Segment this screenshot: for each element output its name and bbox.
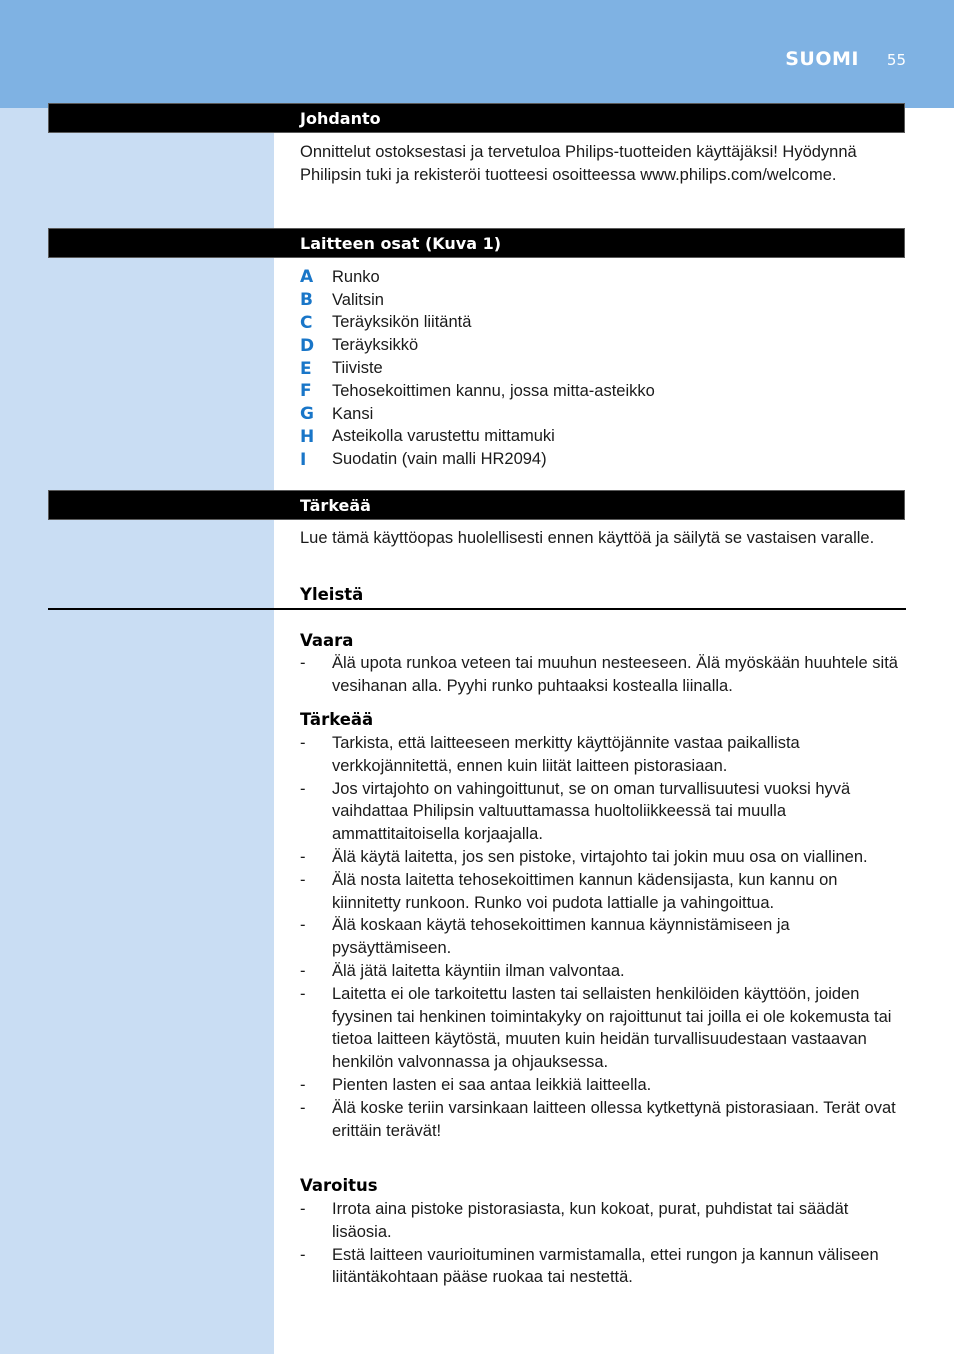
list-item: - Irrota aina pistoke pistorasiasta, kun kokoat, purat, puhdistat tai säädät lisäosia.: [300, 1200, 849, 1241]
section-bar-parts: [48, 228, 905, 258]
list-item: - Jos virtajohto on vahingoittunut, se on oman turvallisuutesi vuoksi hyvä vaihdattaa Philipsin valtuuttamassa huoltoliikkeessä tai muulla ammattitaitoisella korjaajalla.: [300, 779, 851, 844]
divider: [48, 608, 906, 610]
parts-list: [300, 266, 900, 471]
list-item: [300, 448, 900, 471]
page-number: 55: [886, 51, 906, 69]
part-letter: A: [300, 267, 314, 288]
part-label: Runko: [332, 267, 380, 286]
important-intro-paragraph: Lue tämä käyttöopas huolellisesti ennen käyttöä ja säilytä se vastaisen varalle.: [300, 529, 875, 547]
list-item: - Tarkista, että laitteeseen merkitty käyttöjännite vastaa paikallista verkkojännitettä, ennen kuin liität laitteen pistorasiaan.: [300, 734, 800, 775]
danger-list: [300, 652, 900, 698]
list-item: - Älä koskaan käytä tehosekoittimen kannua käynnistämiseen ja pysäyttämiseen.: [300, 916, 790, 958]
part-letter: F: [300, 381, 312, 402]
language-label: SUOMI: [785, 48, 859, 70]
part-label: Kansi: [332, 404, 374, 423]
list-item: - Älä nosta laitetta tehosekoittimen kannun kädensijasta, kun kannu on kiinnitetty runkoon. Runko voi pudota lattialle ja vahingoittua.: [300, 870, 838, 912]
part-letter: D: [300, 335, 315, 356]
list-item: - Älä jätä laitetta käyntiin ilman valvontaa.: [300, 961, 625, 980]
list-item: [300, 357, 900, 380]
section-title-important: Tärkeää: [300, 496, 371, 515]
general-heading: Yleistä: [300, 585, 364, 604]
list-item: [300, 334, 900, 357]
part-letter: G: [300, 404, 314, 425]
section-bar-important: [48, 490, 905, 520]
part-letter: E: [300, 358, 312, 379]
list-item: [300, 312, 900, 335]
part-label: Tiiviste: [332, 359, 383, 378]
list-item: [300, 289, 900, 312]
part-letter: H: [300, 426, 315, 447]
section-title-intro: Johdanto: [300, 109, 381, 128]
section-title-parts: Laitteen osat (Kuva 1): [300, 234, 502, 253]
list-item: - Laitetta ei ole tarkoitettu lasten tai sellaisten henkilöiden käyttöön, joiden fyysinen tai henkinen toimintakyky on rajoittunut tai joilla ei ole kokemusta tai tietoa laitteen käytöstä, muuten kuin heidän turvallisuudestaan vastaavan henkilön valvonnassa ja ohjauksessa.: [300, 984, 892, 1072]
part-label: Asteikolla varustettu mittamuki: [332, 427, 555, 446]
list-item: [300, 403, 900, 426]
list-item: - Älä käytä laitetta, jos sen pistoke, virtajohto tai jokin muu osa on viallinen.: [300, 847, 868, 866]
danger-heading: Vaara: [300, 631, 354, 650]
part-label: Suodatin (vain malli HR2094): [332, 450, 547, 469]
part-label: Teräyksikön liitäntä: [332, 313, 472, 332]
list-item: - Estä laitteen vaurioituminen varmistamalla, ettei rungon ja kannun väliseen liitäntäkohtaan pääse ruokaa tai nestettä.: [300, 1245, 879, 1287]
section-bar-intro: [48, 103, 905, 133]
part-label: Tehosekoittimen kannu, jossa mitta-asteikko: [332, 381, 655, 400]
notice-heading: Tärkeää: [300, 710, 374, 729]
part-label: Valitsin: [332, 290, 384, 309]
intro-paragraph: Onnittelut ostoksestasi ja tervetuloa Philips-tuotteiden käyttäjäksi! Hyödynnä Philipsin tuki ja rekisteröi tuotteesi osoitteessa www.philips.com/welcome.: [300, 143, 857, 184]
part-letter: B: [300, 290, 313, 311]
list-item: - Pienten lasten ei saa antaa leikkiä laitteella.: [300, 1075, 652, 1094]
caution-heading: Varoitus: [300, 1176, 378, 1195]
notice-list: [300, 732, 900, 1142]
list-item: [300, 380, 900, 403]
part-label: Teräyksikkö: [332, 336, 419, 355]
part-letter: I: [300, 449, 307, 470]
part-letter: C: [300, 312, 313, 333]
list-item: [300, 426, 900, 449]
caution-list: [300, 1198, 900, 1289]
side-margin-band: [0, 108, 274, 1354]
list-item: - Älä koske teriin varsinkaan laitteen ollessa kytkettynä pistorasiaan. Terät ovat erittäin terävät!: [300, 1098, 896, 1140]
list-item: [300, 266, 900, 289]
list-item: - Älä upota runkoa veteen tai muuhun nesteeseen. Älä myöskään huuhtele sitä vesihanan alla. Pyyhi runko puhtaaksi kostealla liinalla.: [300, 654, 898, 695]
